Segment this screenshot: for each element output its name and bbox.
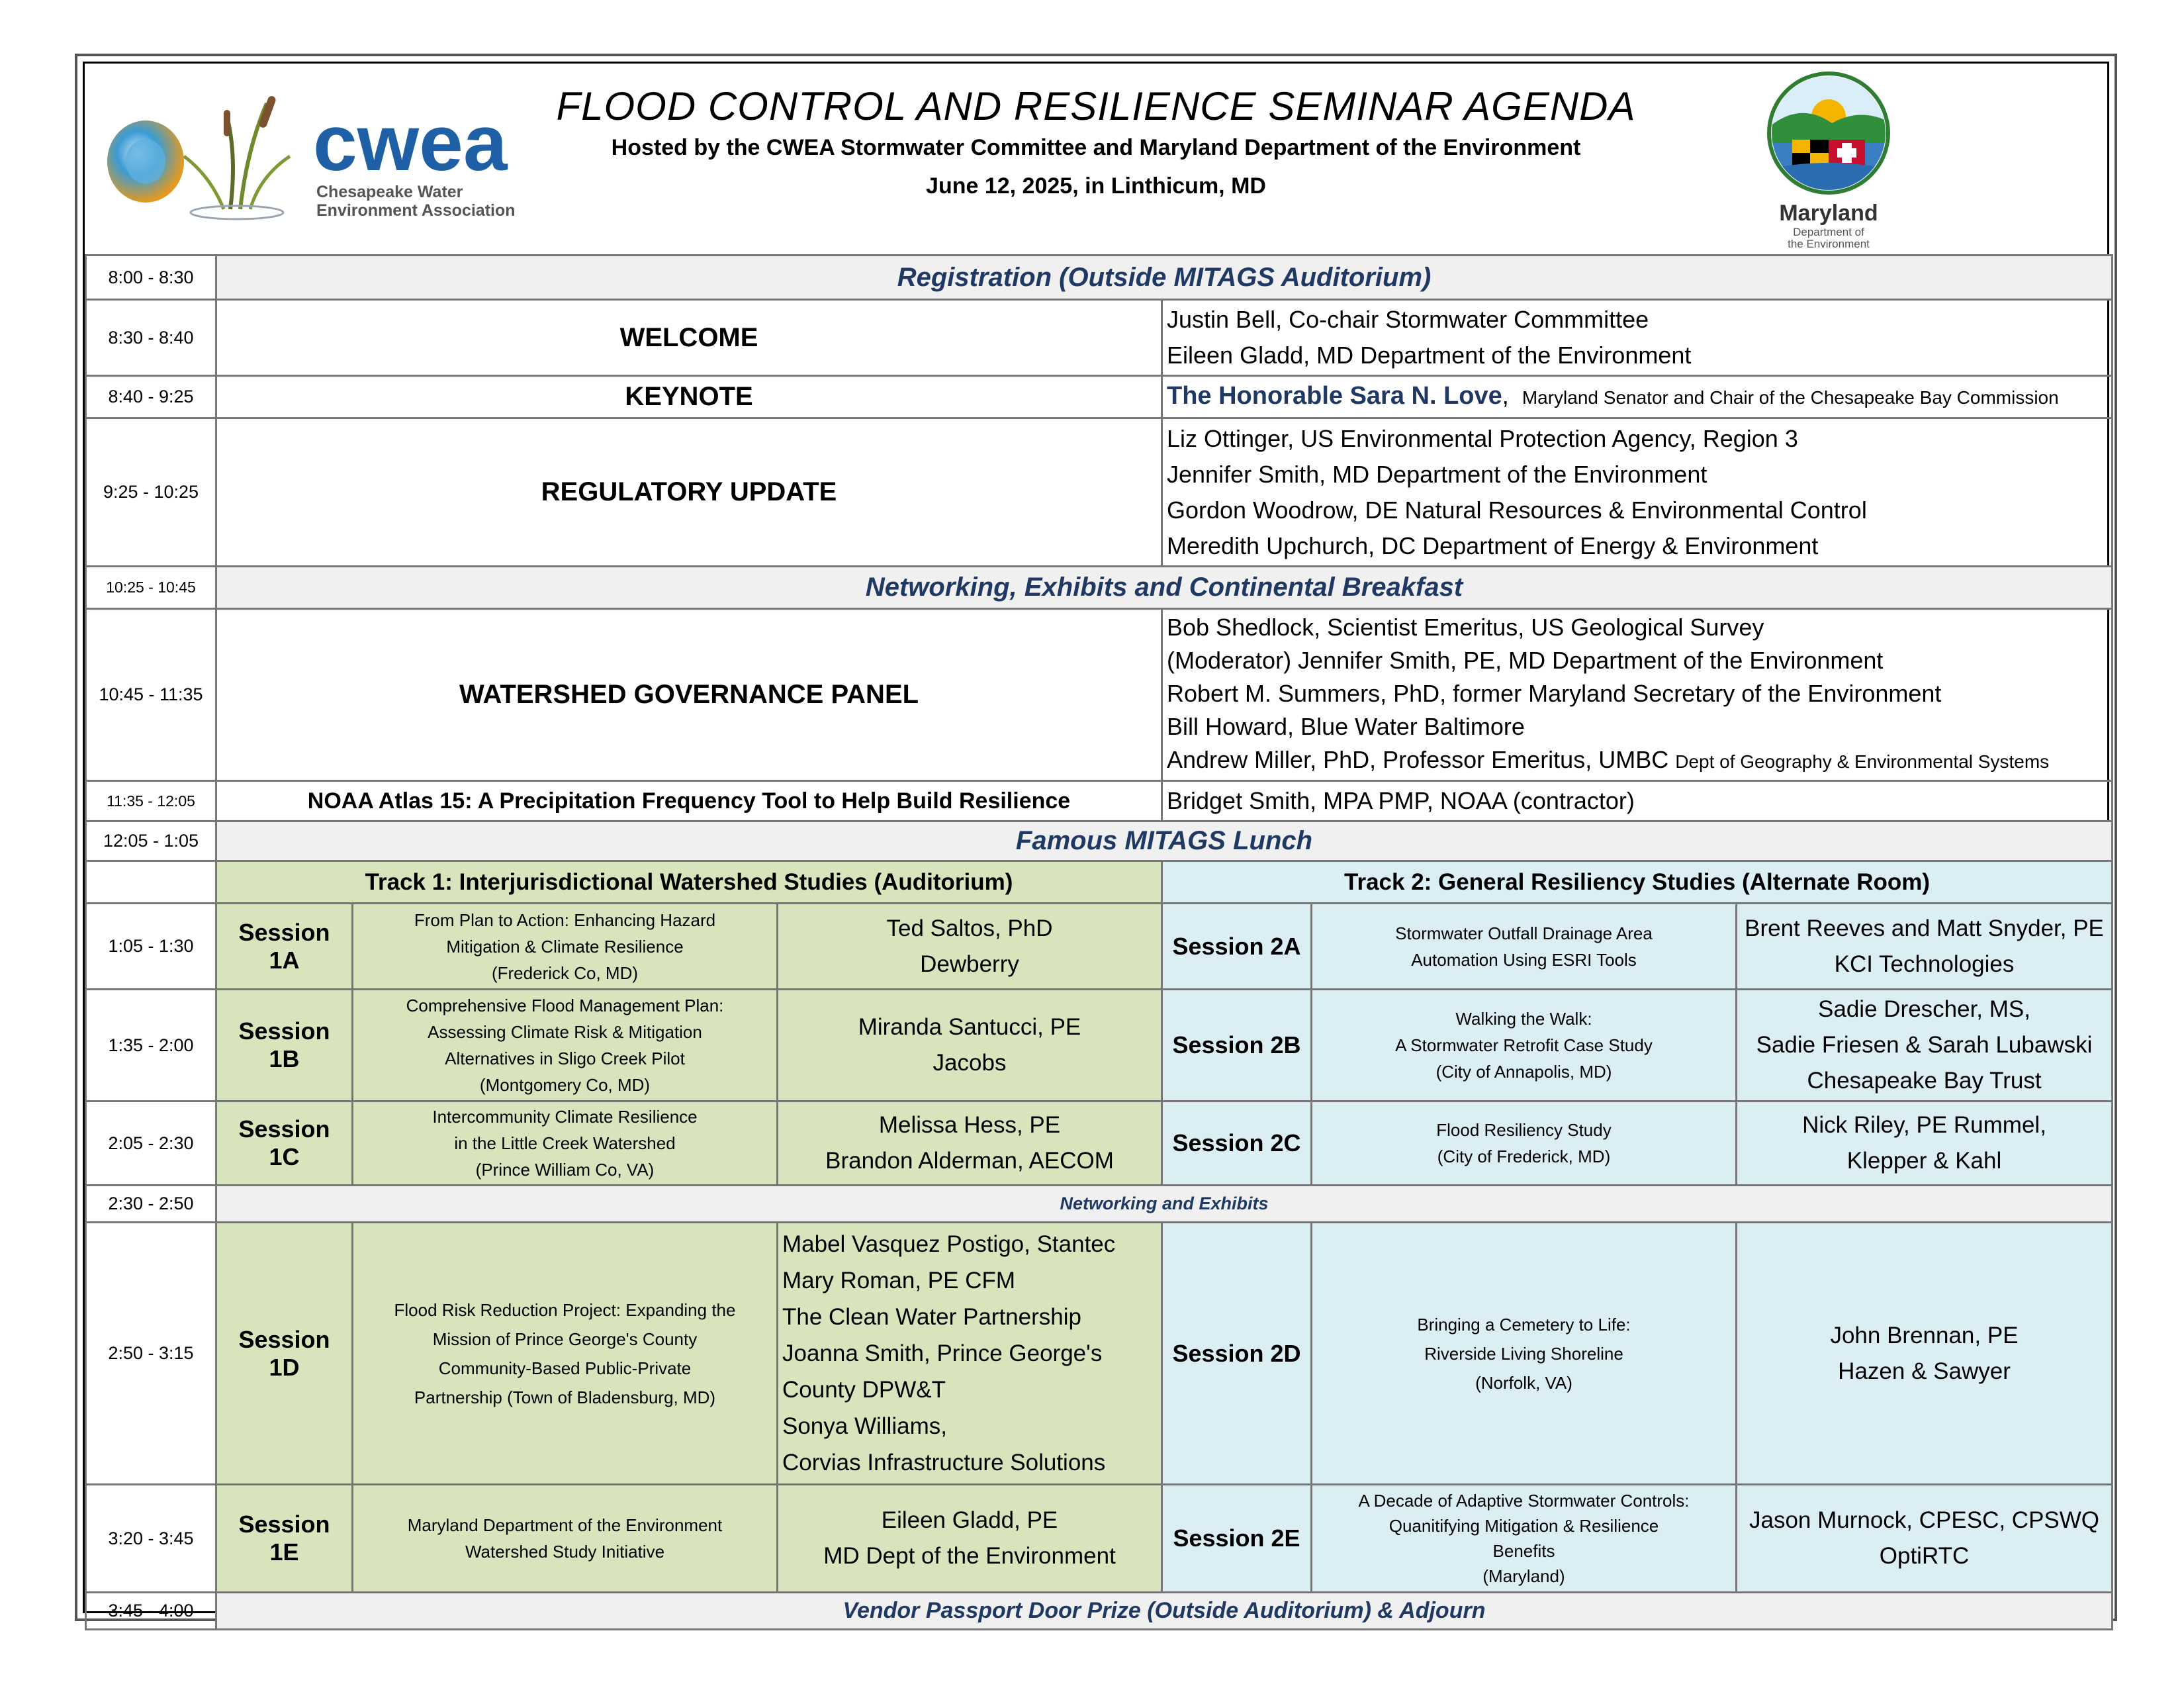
- keynote-separator: ,: [1502, 382, 1509, 409]
- time-cell: 3:45 - 4:00: [86, 1593, 216, 1630]
- row-welcome: [86, 300, 2113, 376]
- time-cell: 2:05 - 2:30: [86, 1102, 216, 1186]
- speaker: Corvias Infrastructure Solutions: [782, 1450, 1106, 1476]
- time-cell: 2:50 - 3:15: [86, 1223, 216, 1485]
- row-track-headers: [86, 861, 2113, 904]
- speaker: Sadie Drescher, MS,: [1818, 996, 2030, 1022]
- track1-header: Track 1: Interjurisdictional Watershed Studies (Auditorium): [216, 861, 1162, 904]
- speaker: Chesapeake Bay Trust: [1807, 1068, 2042, 1094]
- title-line: in the Little Creek Watershed: [454, 1133, 676, 1153]
- speaker: Brent Reeves and Matt Snyder, PE: [1745, 915, 2104, 941]
- speaker: Mary Roman, PE CFM: [782, 1268, 1015, 1293]
- session-speakers: [1737, 904, 2113, 990]
- speaker: Mabel Vasquez Postigo, Stantec: [782, 1231, 1116, 1257]
- speaker: KCI Technologies: [1834, 951, 2015, 977]
- keynote-speaker: [1162, 376, 2113, 418]
- session-id: Session 1C: [216, 1102, 353, 1186]
- session-title: [1312, 990, 1737, 1102]
- title-line: From Plan to Action: Enhancing Hazard: [414, 910, 716, 930]
- title-line: Assessing Climate Risk & Mitigation: [428, 1022, 702, 1042]
- panel-speakers: [1162, 609, 2113, 781]
- speaker: Eileen Gladd, MD Department of the Environment: [1167, 342, 1692, 369]
- title-line: Mitigation & Climate Resilience: [446, 936, 684, 957]
- time-cell: 8:00 - 8:30: [86, 256, 216, 300]
- title-line: (Montgomery Co, MD): [479, 1075, 651, 1095]
- speaker: Brandon Alderman, AECOM: [825, 1148, 1114, 1174]
- maryland-seal-icon: [1766, 70, 1891, 196]
- session-speakers: [1737, 990, 2113, 1102]
- md-logo-line1: Department of: [1793, 226, 1864, 238]
- time-cell: 1:05 - 1:30: [86, 904, 216, 990]
- agenda-title: FLOOD CONTROL AND RESILIENCE SEMINAR AGENDA: [556, 84, 1636, 128]
- networking-exhibits-banner: Networking and Exhibits: [216, 1186, 2113, 1223]
- time-cell: 11:35 - 12:05: [86, 781, 216, 821]
- title-line: Mission of Prince George's County: [432, 1329, 698, 1349]
- speaker: Justin Bell, Co-chair Stormwater Commmittee: [1167, 306, 1649, 333]
- title-line: Automation Using ESRI Tools: [1411, 949, 1637, 970]
- noaa-speaker: Bridget Smith, MPA PMP, NOAA (contractor): [1162, 781, 2113, 821]
- speaker: Gordon Woodrow, DE Natural Resources & Environmental Control: [1167, 496, 1867, 524]
- session-id: Session 1A: [216, 904, 353, 990]
- keynote-speaker-title: Maryland Senator and Chair of the Chesapeake Bay Commission: [1522, 387, 2059, 408]
- speaker: Joanna Smith, Prince George's: [782, 1340, 1103, 1366]
- session-title: [1312, 1485, 1737, 1593]
- cwea-name-line1: Chesapeake Water: [316, 183, 463, 201]
- row-networking-breakfast: [86, 567, 2113, 609]
- session-id: Session 2B: [1162, 990, 1312, 1102]
- keynote-speaker-name: The Honorable Sara N. Love: [1167, 382, 1502, 410]
- title-line: Maryland Department of the Environment: [407, 1515, 723, 1535]
- session-speakers: [1737, 1223, 2113, 1485]
- speaker: John Brennan, PE: [1830, 1322, 2019, 1348]
- md-logo-line2: the Environment: [1788, 238, 1870, 250]
- cwea-acronym: cwea: [313, 99, 508, 187]
- title-line: Watershed Study Initiative: [465, 1542, 665, 1562]
- row-registration: [86, 256, 2113, 300]
- agenda-frame: [75, 54, 2117, 1621]
- track2-header: Track 2: General Resiliency Studies (Alternate Room): [1162, 861, 2113, 904]
- session-speakers: [778, 1102, 1162, 1186]
- title-line: Partnership (Town of Bladensburg, MD): [414, 1387, 716, 1407]
- speaker: Klepper & Kahl: [1846, 1148, 2002, 1174]
- speaker: Melissa Hess, PE: [878, 1112, 1061, 1138]
- welcome-label: WELCOME: [216, 300, 1162, 376]
- row-session-d: [86, 1223, 2113, 1485]
- session-id: Session 2A: [1162, 904, 1312, 990]
- speaker-dept: Dept of Geography & Environmental Systems: [1675, 751, 2050, 772]
- noaa-label: NOAA Atlas 15: A Precipitation Frequency Tool to Help Build Resilience: [216, 781, 1162, 821]
- time-cell: 9:25 - 10:25: [86, 418, 216, 567]
- speaker: [1167, 743, 2107, 778]
- keynote-label: KEYNOTE: [216, 376, 1162, 418]
- title-line: (City of Annapolis, MD): [1435, 1062, 1612, 1082]
- row-session-e: [86, 1485, 2113, 1593]
- speaker: Dewberry: [920, 951, 1019, 977]
- speaker: Jason Murnock, CPESC, CPSWQ: [1749, 1507, 2100, 1533]
- session-id: Session 1B: [216, 990, 353, 1102]
- agenda-header: [85, 64, 2107, 256]
- speaker: Hazen & Sawyer: [1838, 1358, 2011, 1384]
- time-cell: 1:35 - 2:00: [86, 990, 216, 1102]
- speaker: Nick Riley, PE Rummel,: [1802, 1112, 2046, 1138]
- speaker: Ted Saltos, PhD: [886, 915, 1053, 941]
- adjourn-banner: Vendor Passport Door Prize (Outside Auditorium) & Adjourn: [216, 1593, 2113, 1630]
- time-cell: 8:30 - 8:40: [86, 300, 216, 376]
- row-noaa: [86, 781, 2113, 821]
- session-title: [353, 1485, 778, 1593]
- welcome-speakers: [1162, 300, 2113, 376]
- title-line: Benefits: [1492, 1541, 1555, 1561]
- regulatory-update-label: REGULATORY UPDATE: [216, 418, 1162, 567]
- session-speakers: [1737, 1485, 2113, 1593]
- session-title: [1312, 1102, 1737, 1186]
- speaker: Liz Ottinger, US Environmental Protection Agency, Region 3: [1167, 424, 1798, 452]
- agenda-date-location: June 12, 2025, in Linthicum, MD: [926, 173, 1266, 199]
- row-session-b: [86, 990, 2113, 1102]
- speaker: Meredith Upchurch, DC Department of Energy & Environment: [1167, 532, 1819, 559]
- session-id: Session 1E: [216, 1485, 353, 1593]
- title-line: (City of Frederick, MD): [1437, 1147, 1611, 1166]
- speaker: Eileen Gladd, PE: [881, 1507, 1058, 1533]
- speaker-name: Andrew Miller, PhD, Professor Emeritus, UMBC: [1167, 746, 1669, 773]
- networking-breakfast-banner: Networking, Exhibits and Continental Breakfast: [216, 567, 2113, 609]
- title-line: Flood Risk Reduction Project: Expanding the: [394, 1299, 736, 1320]
- title-line: (Maryland): [1482, 1566, 1565, 1586]
- cwea-name-line2: Environment Association: [316, 201, 516, 220]
- title-line: Intercommunity Climate Resilience: [432, 1107, 698, 1127]
- agenda-table: [85, 254, 2113, 1630]
- session-id: Session 2E: [1162, 1485, 1312, 1593]
- title-line: A Decade of Adaptive Stormwater Controls:: [1358, 1491, 1690, 1511]
- row-session-c: [86, 1102, 2113, 1186]
- title-line: Comprehensive Flood Management Plan:: [406, 996, 724, 1015]
- time-cell: 3:20 - 3:45: [86, 1485, 216, 1593]
- title-line: Flood Resiliency Study: [1436, 1120, 1612, 1140]
- speaker: Miranda Santucci, PE: [858, 1014, 1081, 1040]
- regulatory-speakers: [1162, 418, 2113, 567]
- row-lunch: [86, 821, 2113, 861]
- title-line: Alternatives in Sligo Creek Pilot: [445, 1049, 685, 1068]
- speaker: Robert M. Summers, PhD, former Maryland Secretary of the Environment: [1167, 680, 1942, 707]
- session-id: Session 2D: [1162, 1223, 1312, 1485]
- row-keynote: [86, 376, 2113, 418]
- session-speakers: [778, 990, 1162, 1102]
- title-line: Quanitifying Mitigation & Resilience: [1388, 1516, 1659, 1536]
- time-cell: 10:45 - 11:35: [86, 609, 216, 781]
- title-line: (Norfolk, VA): [1475, 1372, 1572, 1393]
- speaker: Sadie Friesen & Sarah Lubawski: [1756, 1032, 2093, 1058]
- title-line: Bringing a Cemetery to Life:: [1417, 1314, 1631, 1335]
- speaker: Jennifer Smith, MD Department of the Environment: [1167, 460, 1707, 488]
- session-title: [1312, 904, 1737, 990]
- session-speakers: [778, 1485, 1162, 1593]
- session-speakers: [1737, 1102, 2113, 1186]
- session-id: Session 1D: [216, 1223, 353, 1485]
- speaker: The Clean Water Partnership: [782, 1304, 1081, 1330]
- speaker: County DPW&T: [782, 1377, 946, 1403]
- row-networking-exhibits: [86, 1186, 2113, 1223]
- title-line: (Prince William Co, VA): [475, 1160, 655, 1180]
- title-line: Community-Based Public-Private: [438, 1358, 692, 1378]
- session-title: [353, 1102, 778, 1186]
- title-line: (Frederick Co, MD): [491, 962, 638, 983]
- row-governance-panel: [86, 609, 2113, 781]
- title-line: Walking the Walk:: [1455, 1009, 1592, 1029]
- session-title: [353, 1223, 778, 1485]
- title-line: Stormwater Outfall Drainage Area: [1395, 923, 1653, 943]
- speaker: MD Dept of the Environment: [823, 1543, 1116, 1569]
- session-title: [353, 904, 778, 990]
- agenda-inner-frame: [83, 62, 2109, 1623]
- speaker: Bob Shedlock, Scientist Emeritus, US Geological Survey: [1167, 614, 1764, 641]
- session-speakers: [778, 1223, 1162, 1485]
- agenda-subtitle: Hosted by the CWEA Stormwater Committee and Maryland Department of the Environment: [611, 135, 1581, 160]
- speaker: (Moderator) Jennifer Smith, PE, MD Department of the Environment: [1167, 647, 1884, 674]
- row-session-a: [86, 904, 2113, 990]
- session-speakers: [778, 904, 1162, 990]
- speaker: Sonya Williams,: [782, 1413, 947, 1439]
- lunch-banner: Famous MITAGS Lunch: [216, 821, 2113, 861]
- time-cell: 10:25 - 10:45: [86, 567, 216, 609]
- md-environment-logo: [1756, 70, 1901, 249]
- time-cell: 2:30 - 2:50: [86, 1186, 216, 1223]
- speaker: Bill Howard, Blue Water Baltimore: [1167, 713, 1525, 740]
- title-line: Riverside Living Shoreline: [1424, 1343, 1623, 1364]
- empty-time-cell: [86, 861, 216, 904]
- session-title: [353, 990, 778, 1102]
- time-cell: 8:40 - 9:25: [86, 376, 216, 418]
- md-logo-name: Maryland: [1779, 201, 1878, 226]
- session-title: [1312, 1223, 1737, 1485]
- governance-panel-label: WATERSHED GOVERNANCE PANEL: [216, 609, 1162, 781]
- session-id: Session 2C: [1162, 1102, 1312, 1186]
- speaker: Jacobs: [933, 1050, 1007, 1076]
- row-adjourn: [86, 1593, 2113, 1630]
- row-regulatory-update: [86, 418, 2113, 567]
- title-line: A Stormwater Retrofit Case Study: [1395, 1035, 1653, 1055]
- time-cell: 12:05 - 1:05: [86, 821, 216, 861]
- speaker: OptiRTC: [1879, 1543, 1970, 1569]
- registration-banner: Registration (Outside MITAGS Auditorium): [216, 256, 2113, 300]
